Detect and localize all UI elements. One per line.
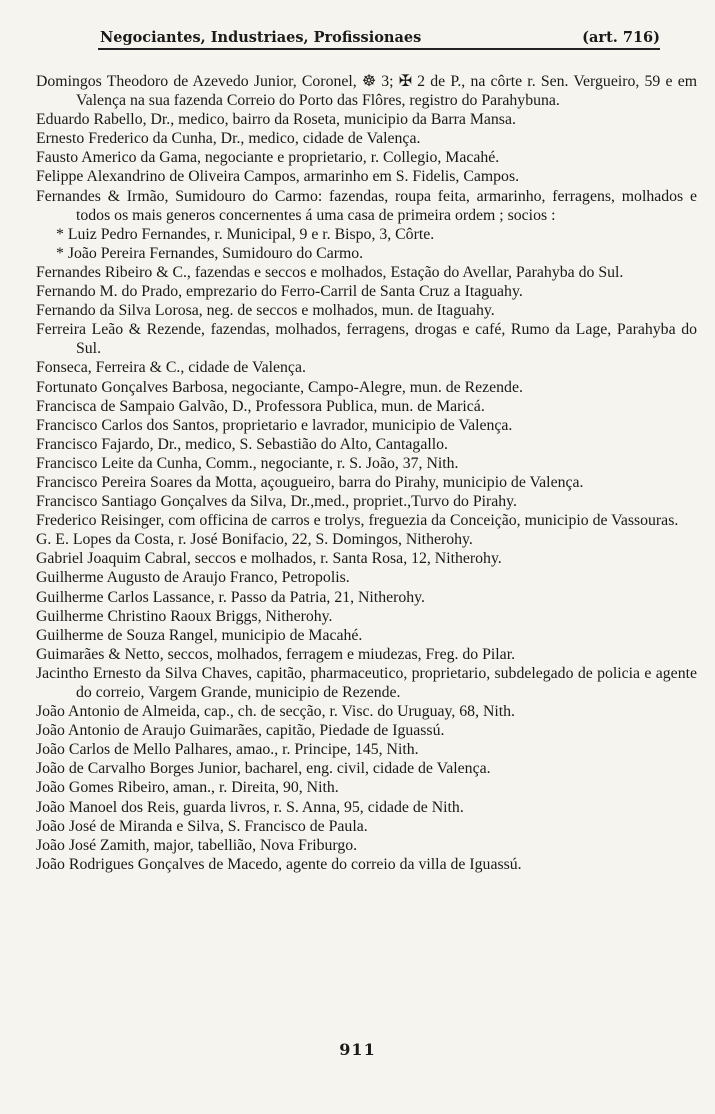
directory-entry: João Manoel dos Reis, guarda livros, r. S. Anna, 95, cidade de Nith. [36, 798, 464, 816]
directory-entry: Frederico Reisinger, com officina de carros e trolys, freguezia da Conceição, municipio de Vassouras. [36, 512, 679, 530]
directory-entry: Francisca de Sampaio Galvão, D., Professora Publica, mun. de Maricá. [36, 397, 485, 415]
directory-entry: Francisco Fajardo, Dr., medico, S. Sebastião do Alto, Cantagallo. [36, 435, 448, 453]
directory-entry: Fernando da Silva Lorosa, neg. de seccos e molhados, mun. de Itaguahy. [36, 302, 495, 320]
directory-entry: Gabriel Joaquim Cabral, seccos e molhados, r. Santa Rosa, 12, Nitherohy. [36, 550, 502, 568]
directory-entry: Fortunato Gonçalves Barbosa, negociante, Campo-Alegre, mun. de Rezende. [36, 378, 523, 396]
directory-entry: João Antonio de Almeida, cap., ch. de secção, r. Visc. do Uruguay, 68, Nith. [36, 703, 515, 721]
directory-entry: Francisco Santiago Gonçalves da Silva, Dr.,med., propriet.,Turvo do Pirahy. [36, 493, 518, 511]
directory-entry: Guilherme Christino Raoux Briggs, Nitherohy. [36, 607, 333, 625]
page-number: 911 [339, 1040, 376, 1059]
directory-entry: G. E. Lopes da Costa, r. José Bonifacio, 22, S. Domingos, Nitherohy. [36, 531, 473, 549]
directory-entry: João José Zamith, major, tabellião, Nova Friburgo. [36, 836, 358, 854]
directory-entry: Fausto Americo da Gama, negociante e proprietario, r. Collegio, Macahé. [36, 149, 500, 167]
directory-entry: Ernesto Frederico da Cunha, Dr., medico, cidade de Valença. [36, 130, 421, 148]
running-header [100, 22, 660, 46]
partner-list [36, 225, 697, 263]
directory-entry: Guilherme Augusto de Araujo Franco, Petropolis. [36, 569, 350, 587]
directory-entry: João de Carvalho Borges Junior, bacharel, eng. civil, cidade de Valença. [36, 760, 491, 778]
directory-entry: Fernando M. do Prado, emprezario do Ferro-Carril de Santa Cruz a Itaguahy. [36, 283, 523, 301]
directory-entry: João José de Miranda e Silva, S. Francisco de Paula. [36, 817, 368, 835]
header-rule [98, 48, 660, 50]
directory-entry: João Rodrigues Gonçalves de Macedo, agente do correio da villa de Iguassú. [36, 855, 522, 873]
article-reference: (art. 716) [582, 29, 660, 46]
directory-entry: Fernandes & Irmão, Sumidouro do Carmo: fazendas, roupa feita, armarinho, ferragens, molhados e todos os mais generos concernentes á uma casa de primeira ordem ; socios : [36, 187, 697, 224]
directory-entry: João Gomes Ribeiro, aman., r. Direita, 90, Nith. [36, 779, 339, 797]
partner-entry: * Luiz Pedro Fernandes, r. Municipal, 9 e r. Bispo, 3, Côrte. [56, 225, 435, 243]
directory-entry: Francisco Pereira Soares da Motta, açougueiro, barra do Pirahy, municipio de Valença. [36, 473, 584, 491]
partner-entry: * João Pereira Fernandes, Sumidouro do Carmo. [56, 244, 364, 262]
directory-entry: Guilherme de Souza Rangel, municipio de Macahé. [36, 626, 363, 644]
directory-entry: Eduardo Rabello, Dr., medico, bairro da Roseta, municipio da Barra Mansa. [36, 111, 516, 129]
directory-entry: Guimarães & Netto, seccos, molhados, ferragem e miudezas, Freg. do Pilar. [36, 645, 516, 663]
running-title: Negociantes, Industriaes, Profissionaes [100, 29, 422, 46]
directory-entries [36, 72, 697, 874]
directory-entry: João Carlos de Mello Palhares, amao., r. Principe, 145, Nith. [36, 741, 419, 759]
directory-entry: Fernandes Ribeiro & C., fazendas e seccos e molhados, Estação do Avellar, Parahyba do Sul. [36, 263, 624, 281]
directory-entry: Fonseca, Ferreira & C., cidade de Valença. [36, 359, 306, 377]
directory-entry: Guilherme Carlos Lassance, r. Passo da Patria, 21, Nitherohy. [36, 588, 425, 606]
directory-entry: João Antonio de Araujo Guimarães, capitão, Piedade de Iguassú. [36, 722, 445, 740]
directory-entry: Ferreira Leão & Rezende, fazendas, molhados, ferragens, drogas e café, Rumo da Lage, Parahyba do Sul. [36, 321, 697, 358]
directory-entry: Domingos Theodoro de Azevedo Junior, Coronel, ☸ 3; ✠ 2 de P., na côrte r. Sen. Vergueiro, 59 e em Valença na sua fazenda Correio do Porto das Flôres, registro do Parahybuna. [36, 73, 697, 110]
directory-entry: Jacintho Ernesto da Silva Chaves, capitão, pharmaceutico, proprietario, subdelegado de policia e agente do correio, Vargem Grande, municipio de Rezende. [36, 664, 697, 701]
directory-entry: Felippe Alexandrino de Oliveira Campos, armarinho em S. Fidelis, Campos. [36, 168, 520, 186]
directory-entry: Francisco Carlos dos Santos, proprietario e lavrador, municipio de Valença. [36, 416, 513, 434]
directory-entry: Francisco Leite da Cunha, Comm., negociante, r. S. João, 37, Nith. [36, 454, 459, 472]
